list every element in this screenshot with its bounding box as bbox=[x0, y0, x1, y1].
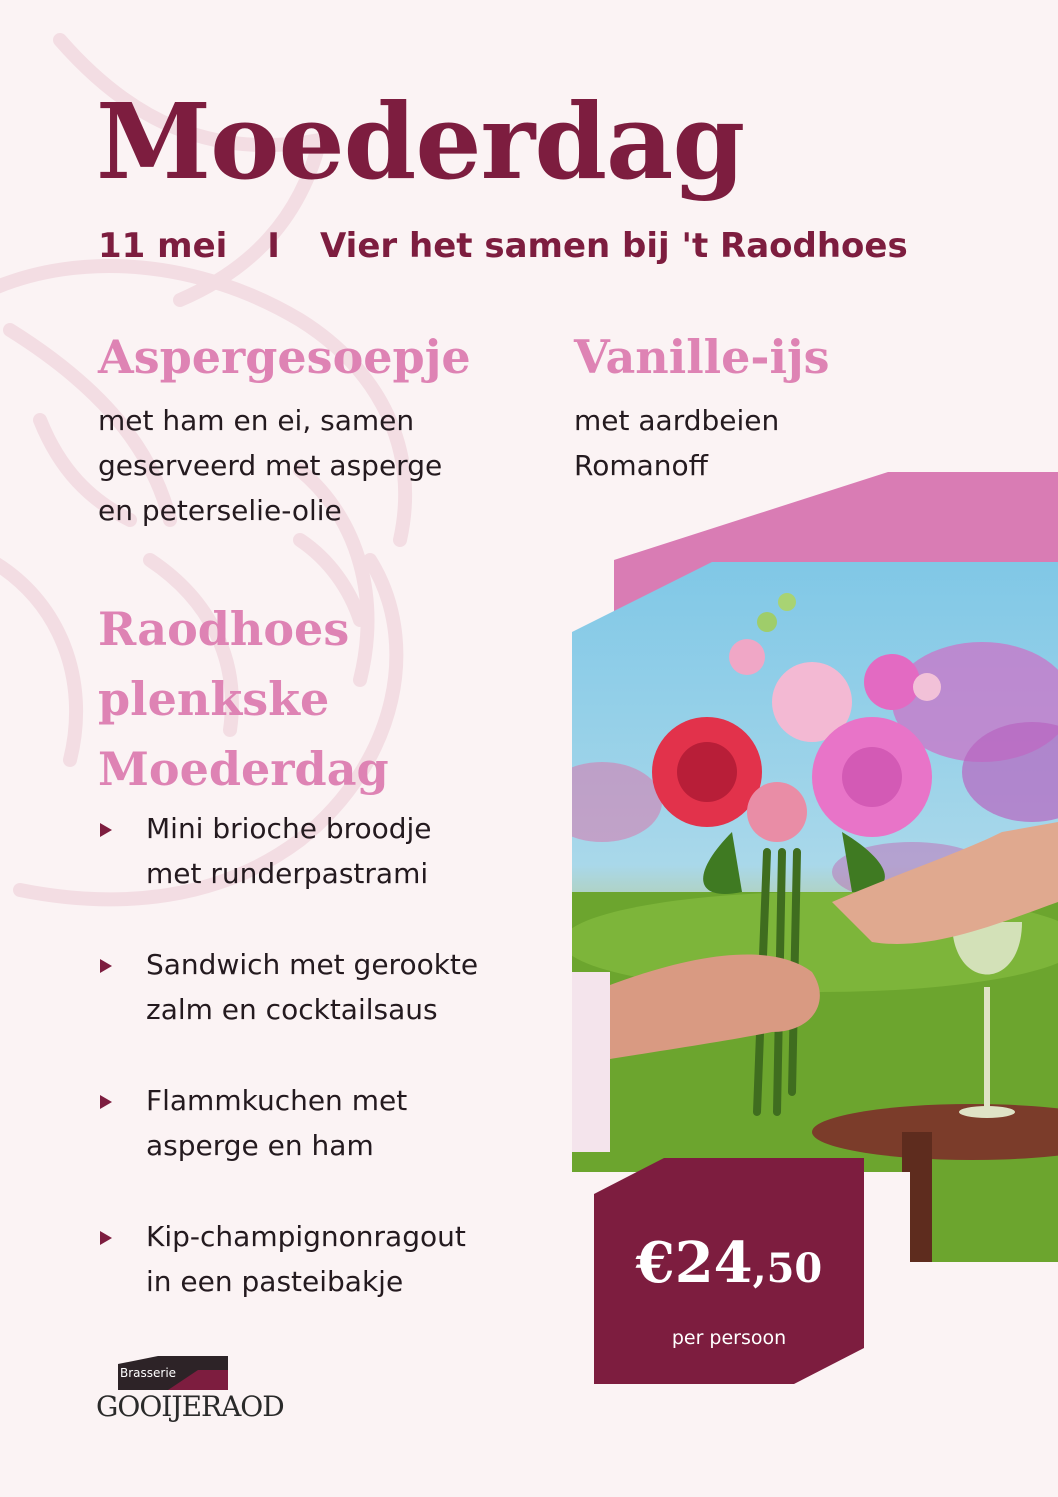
price-amount bbox=[594, 1230, 864, 1296]
starter-description bbox=[98, 398, 442, 533]
starter-line: en peterselie-olie bbox=[98, 494, 342, 527]
price-decimal: ,50 bbox=[752, 1245, 823, 1292]
brasserie-logo bbox=[96, 1356, 296, 1426]
platter-items bbox=[96, 806, 556, 1350]
bouquet-photo bbox=[572, 472, 1058, 1272]
bullet-icon bbox=[100, 1231, 112, 1245]
subtitle-separator: I bbox=[267, 226, 280, 266]
item-line: zalm en cocktailsaus bbox=[146, 993, 438, 1026]
currency-symbol: € bbox=[635, 1230, 675, 1296]
item-line: met runderpastrami bbox=[146, 857, 429, 890]
item-line: Mini brioche broodje bbox=[146, 812, 432, 845]
list-item bbox=[96, 1214, 556, 1304]
event-date: 11 mei bbox=[98, 226, 228, 266]
list-item bbox=[96, 806, 556, 896]
starter-title: Aspergesoepje bbox=[98, 330, 471, 384]
item-line: Sandwich met gerookte bbox=[146, 948, 479, 981]
item-line: Flammkuchen met bbox=[146, 1084, 408, 1117]
platter-title-line: Raodhoes bbox=[98, 602, 350, 656]
subtitle bbox=[98, 224, 908, 268]
logo-wordmark: GOOIJERAOD bbox=[96, 1390, 284, 1423]
list-item bbox=[96, 1078, 556, 1168]
logo-tag: Brasserie bbox=[120, 1366, 177, 1380]
platter-title-line: Moederdag bbox=[98, 742, 389, 796]
platter-title-line: plenkske bbox=[98, 672, 330, 726]
bullet-icon bbox=[100, 823, 112, 837]
event-tagline: Vier het samen bij 't Raodhoes bbox=[319, 226, 908, 266]
item-line: Kip-champignonragout bbox=[146, 1220, 466, 1253]
starter-line: geserveerd met asperge bbox=[98, 449, 443, 482]
bouquet-image bbox=[572, 472, 1058, 1272]
item-line: in een pasteibakje bbox=[146, 1265, 404, 1298]
starter-line: met ham en ei, samen bbox=[98, 404, 415, 437]
price-badge bbox=[594, 1158, 864, 1384]
platter-title bbox=[98, 594, 389, 804]
bullet-icon bbox=[100, 1095, 112, 1109]
price-whole: 24 bbox=[674, 1230, 753, 1296]
bullet-icon bbox=[100, 959, 112, 973]
price-unit: per persoon bbox=[671, 1327, 787, 1349]
dessert-line: Romanoff bbox=[574, 449, 708, 482]
item-line: asperge en ham bbox=[146, 1129, 374, 1162]
page-title: Moederdag bbox=[96, 80, 745, 203]
dessert-title: Vanille-ijs bbox=[574, 330, 830, 384]
list-item bbox=[96, 942, 556, 1032]
dessert-line: met aardbeien bbox=[574, 404, 780, 437]
